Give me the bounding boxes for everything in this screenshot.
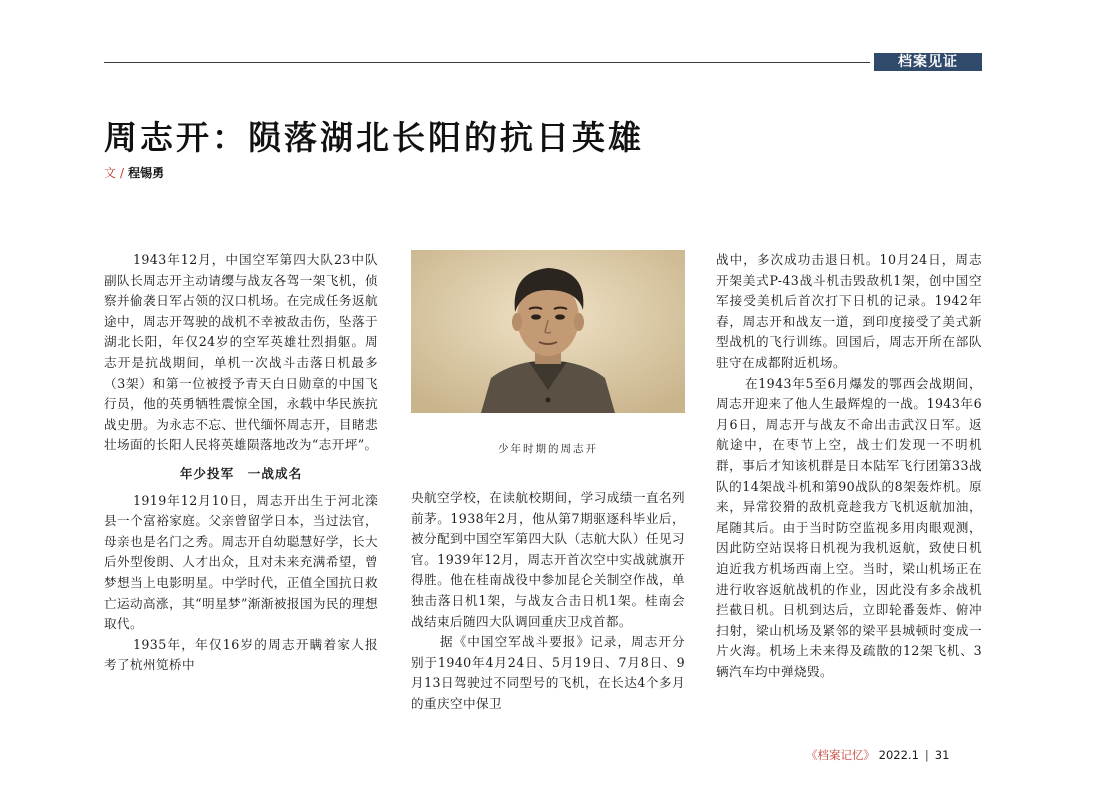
- page-footer: 《档案记忆》 2022.1 | 31: [806, 748, 950, 762]
- column-2: [411, 488, 685, 715]
- author-name: 程锡勇: [128, 166, 165, 180]
- paragraph: 1919年12月10日，周志开出生于河北滦县一个富裕家庭。父亲曾留学日本，当过法官，母亲也是名门之秀。周志开自幼聪慧好学，长大后外型俊朗、人才出众，且对未来充满希望，曾梦想当上电影明星。中学时代，正值全国抗日救亡运动高涨，其“明星梦”渐渐被报国为民的理想取代。: [104, 492, 378, 632]
- page-number: 31: [934, 748, 950, 762]
- paragraph: 战中，多次成功击退日机。10月24日，周志开架美式P-43战斗机击毁敌机1架，创中国空军接受美机后首次打下日机的记录。1942年春，周志开和战友一道，到印度接受了美式新型战机的飞行训练。回国后，周志开所在部队驻守在成都附近机场。: [716, 252, 982, 370]
- photo-caption: 少年时期的周志开: [498, 443, 598, 455]
- section-subheading: 年少投军 一战成名: [179, 465, 303, 481]
- portrait-image: [411, 250, 685, 413]
- column-1: [104, 250, 378, 676]
- magazine-name: 《档案记忆》: [806, 748, 875, 762]
- article-title: 周志开：陨落湖北长阳的抗日英雄: [104, 118, 644, 157]
- paragraph: 央航空学校，在读航校期间，学习成绩一直名列前茅。1938年2月，他从第7期驱逐科毕业后，被分配到中国空军第四大队（志航大队）任见习官。1939年12月，周志开首次空中实战就旗开得胜。他在桂南战役中参加昆仑关制空作战，单独击落日机1架，与战友合击日机1架。桂南会战结束后随四大队调回重庆卫戍首都。: [411, 490, 685, 629]
- header-rule: [104, 62, 870, 63]
- byline: [104, 164, 164, 181]
- issue-number: 2022.1: [878, 748, 919, 762]
- paragraph: 据《中国空军战斗要报》记录，周志开分别于1940年4月24日、5月19日、7月8日、9月13日驾驶过不同型号的飞机，在长达4个多月的重庆空中保卫: [411, 634, 685, 711]
- section-tag: 档案见证: [874, 53, 982, 71]
- portrait-photo: [411, 250, 685, 413]
- byline-separator: /: [120, 166, 125, 180]
- paragraph: 1935年，年仅16岁的周志开瞒着家人报考了杭州笕桥中: [104, 636, 378, 673]
- paragraph: 1943年12月，中国空军第四大队23中队副队长周志开主动请缨与战友各驾一架飞机，侦察并偷袭日军占领的汉口机场。在完成任务返航途中，周志开驾驶的战机不幸被敌击伤，坠落于湖北长阳，年仅24岁的空军英雄壮烈捐躯。周志开是抗战期间，单机一次战斗击落日机最多（3架）和第一位被授予青天白日勋章的中国飞行员，他的英勇牺牲震惊全国，永载中华民族抗战史册。为永志不忘、世代缅怀周志开，目睹悲壮场面的长阳人民将英雄陨落地改为“志开坪”。: [104, 252, 378, 453]
- byline-label: 文: [104, 166, 117, 180]
- column-3: [716, 250, 982, 682]
- paragraph: 在1943年5至6月爆发的鄂西会战期间，周志开迎来了他人生最辉煌的一战。1943年6月6日，周志开与战友不命出击武汉日军。返航途中，在枣节上空，战士们发现一不明机群，事后才知该机群是日本陆军飞行团第33战队的14架战斗机和第90战队的8架轰炸机。原来，异常狡猾的敌机竟趁我方飞机返航加油，尾随其后。由于当时防空监视多用肉眼观测，因此防空站误将日机视为我机返航，致使日机迫近我方机场西南上空。当时，梁山机场正在进行收容返航战机的作业，因此没有多余战机拦截日机。日机到达后，立即轮番轰炸、俯冲扫射，梁山机场及紧邻的梁平县城顿时变成一片火海。机场上未来得及疏散的12架飞机、3辆汽车均中弹烧毁。: [716, 375, 982, 679]
